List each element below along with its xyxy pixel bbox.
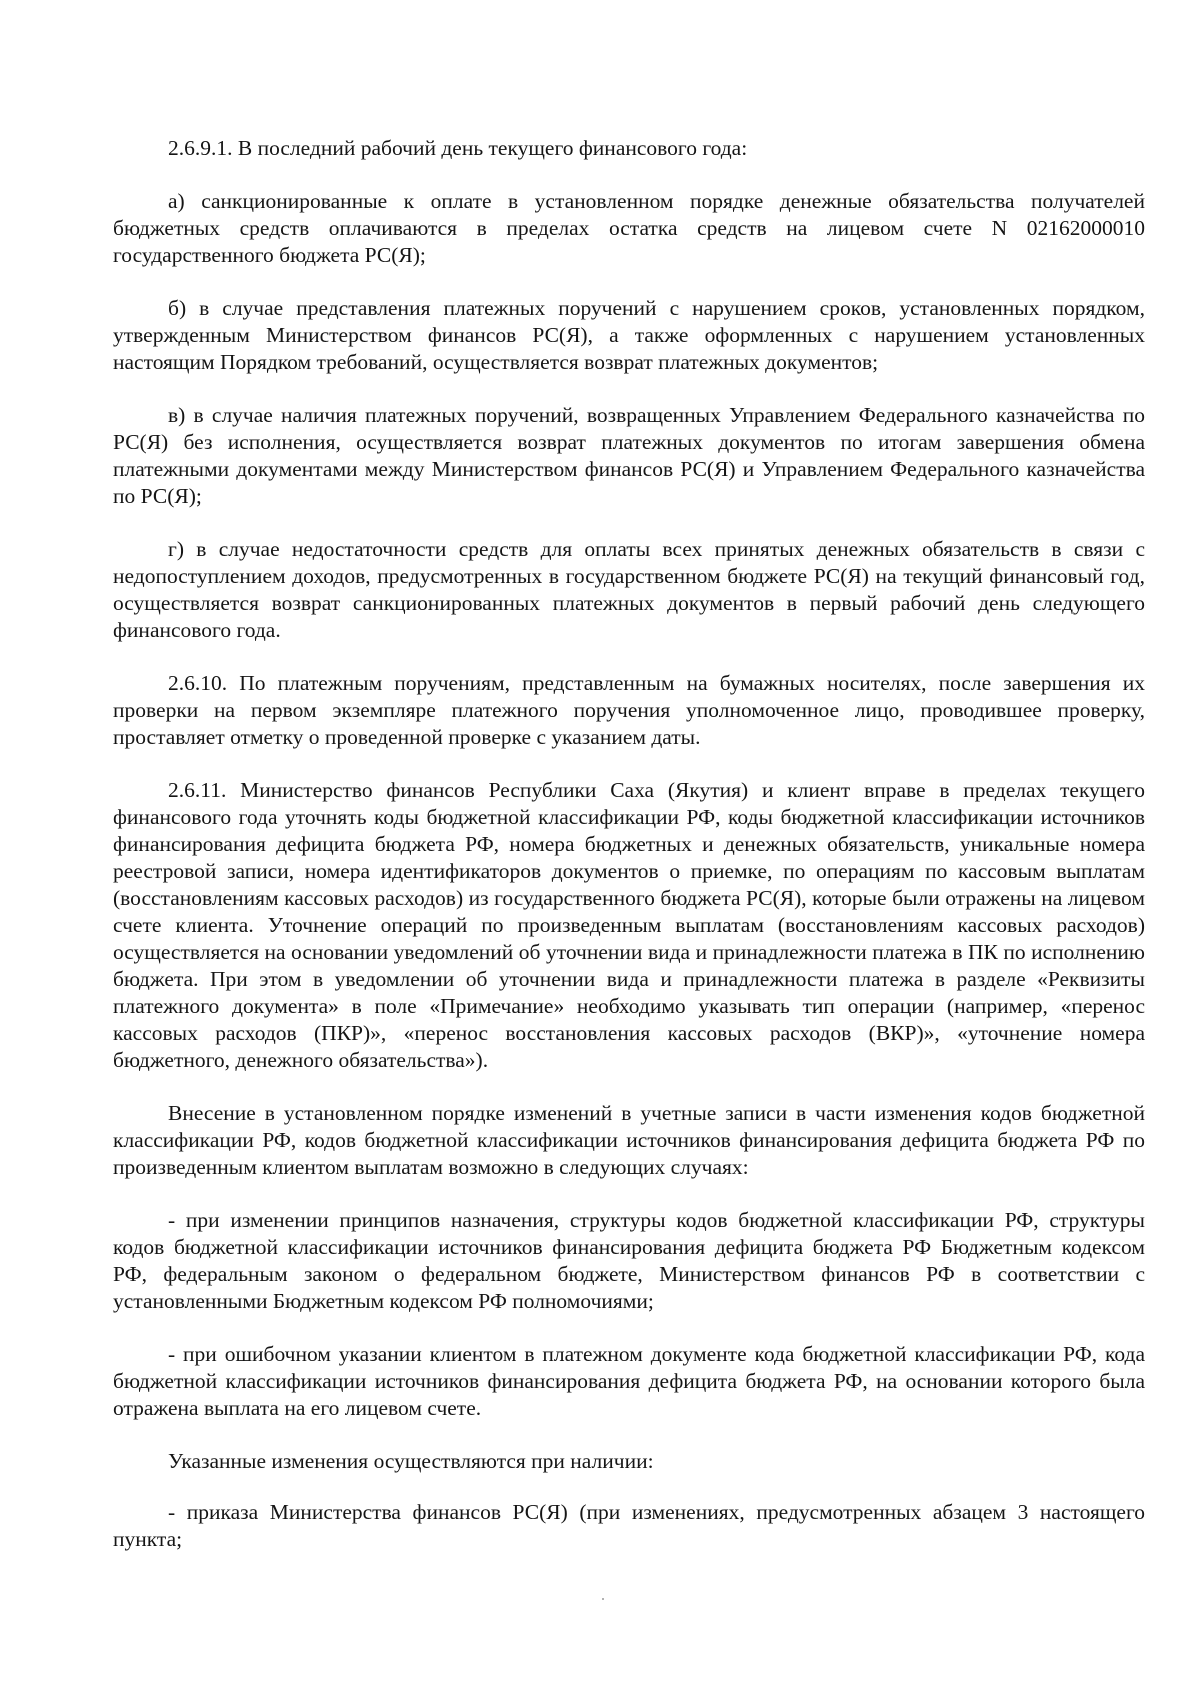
paragraph-case-principles: - при изменении принципов назначения, структуры кодов бюджетной классификации РФ, структуры кодов бюджетной классификации источников финансирования дефицита бюджета РФ Бюджетным кодексом РФ, федеральным законом о федеральном бюджете, Министерством финансов РФ в соответствии с установленными Бюджетным кодексом РФ полномочиями; <box>113 1208 1145 1313</box>
paragraph-item-v: в) в случае наличия платежных поручений, возвращенных Управлением Федерального казначейства по РС(Я) без исполнения, осуществляется возврат платежных документов по итогам завершения обмена платежными документами между Министерством финансов РС(Я) и Управлением Федерального казначейства по РС(Я); <box>113 403 1145 508</box>
paragraph-item-b: б) в случае представления платежных поручений с нарушением сроков, установленных порядком, утвержденным Министерством финансов РС(Я), а также оформленных с нарушением установленных настоящим Порядком требований, осуществляется возврат платежных документов; <box>113 296 1145 374</box>
paragraph-2-6-11: 2.6.11. Министерство финансов Республики Саха (Якутия) и клиент вправе в пределах текущего финансового года уточнять коды бюджетной классификации РФ, коды бюджетной классификации источников финансирования дефицита бюджета РФ, номера бюджетных и денежных обязательств, уникальные номера реестровой записи, номера идентификаторов документов о приемке, по операциям по кассовым выплатам (восстановлениям кассовых расходов) из государственного бюджета РС(Я), которые были отражены на лицевом счете клиента. Уточнение операций по произведенным выплатам (восстановлениям кассовых расходов) осуществляется на основании уведомлений об уточнении вида и принадлежности платежа в ПК по исполнению бюджета. При этом в уведомлении об уточнении вида и принадлежности платежа в разделе «Реквизиты платежного документа» в поле «Примечание» необходимо указывать тип операции (например, «перенос кассовых расходов (ПКР)», «перенос восстановления кассовых расходов (ВКР)», «уточнение номера бюджетного, денежного обязательства»). <box>113 778 1145 1072</box>
document-body <box>113 135 1145 1579</box>
paragraph-item-g: г) в случае недостаточности средств для оплаты всех принятых денежных обязательств в связи с недопоступлением доходов, предусмотренных в государственном бюджете РС(Я) на текущий финансовый год, осуществляется возврат санкционированных платежных документов в первый рабочий день следующего финансового года. <box>113 537 1145 642</box>
paragraph-changes-intro: Внесение в установленном порядке изменений в учетные записи в части изменения кодов бюджетной классификации РФ, кодов бюджетной классификации источников финансирования дефицита бюджета РФ по произведенным клиентом выплатам возможно в следующих случаях: <box>113 1101 1145 1179</box>
scan-speck <box>602 1598 604 1600</box>
paragraph-conditions: Указанные изменения осуществляются при наличии: <box>168 1449 654 1473</box>
paragraph-2-6-9-1: 2.6.9.1. В последний рабочий день текущего финансового года: <box>168 136 748 160</box>
paragraph-case-error: - при ошибочном указании клиентом в платежном документе кода бюджетной классификации РФ, кода бюджетной классификации источников финансирования дефицита бюджета РФ, на основании которого была отражена выплата на его лицевом счете. <box>113 1342 1145 1420</box>
paragraph-item-a: а) санкционированные к оплате в установленном порядке денежные обязательства получателей бюджетных средств оплачиваются в пределах остатка средств на лицевом счете N 02162000010 государственного бюджета РС(Я); <box>113 189 1145 267</box>
paragraph-order-ministry: - приказа Министерства финансов РС(Я) (при изменениях, предусмотренных абзацем 3 настоящего пункта; <box>113 1500 1145 1551</box>
paragraph-2-6-10: 2.6.10. По платежным поручениям, представленным на бумажных носителях, после завершения их проверки на первом экземпляре платежного поручения уполномоченное лицо, проводившее проверку, проставляет отметку о проведенной проверке с указанием даты. <box>113 671 1145 749</box>
